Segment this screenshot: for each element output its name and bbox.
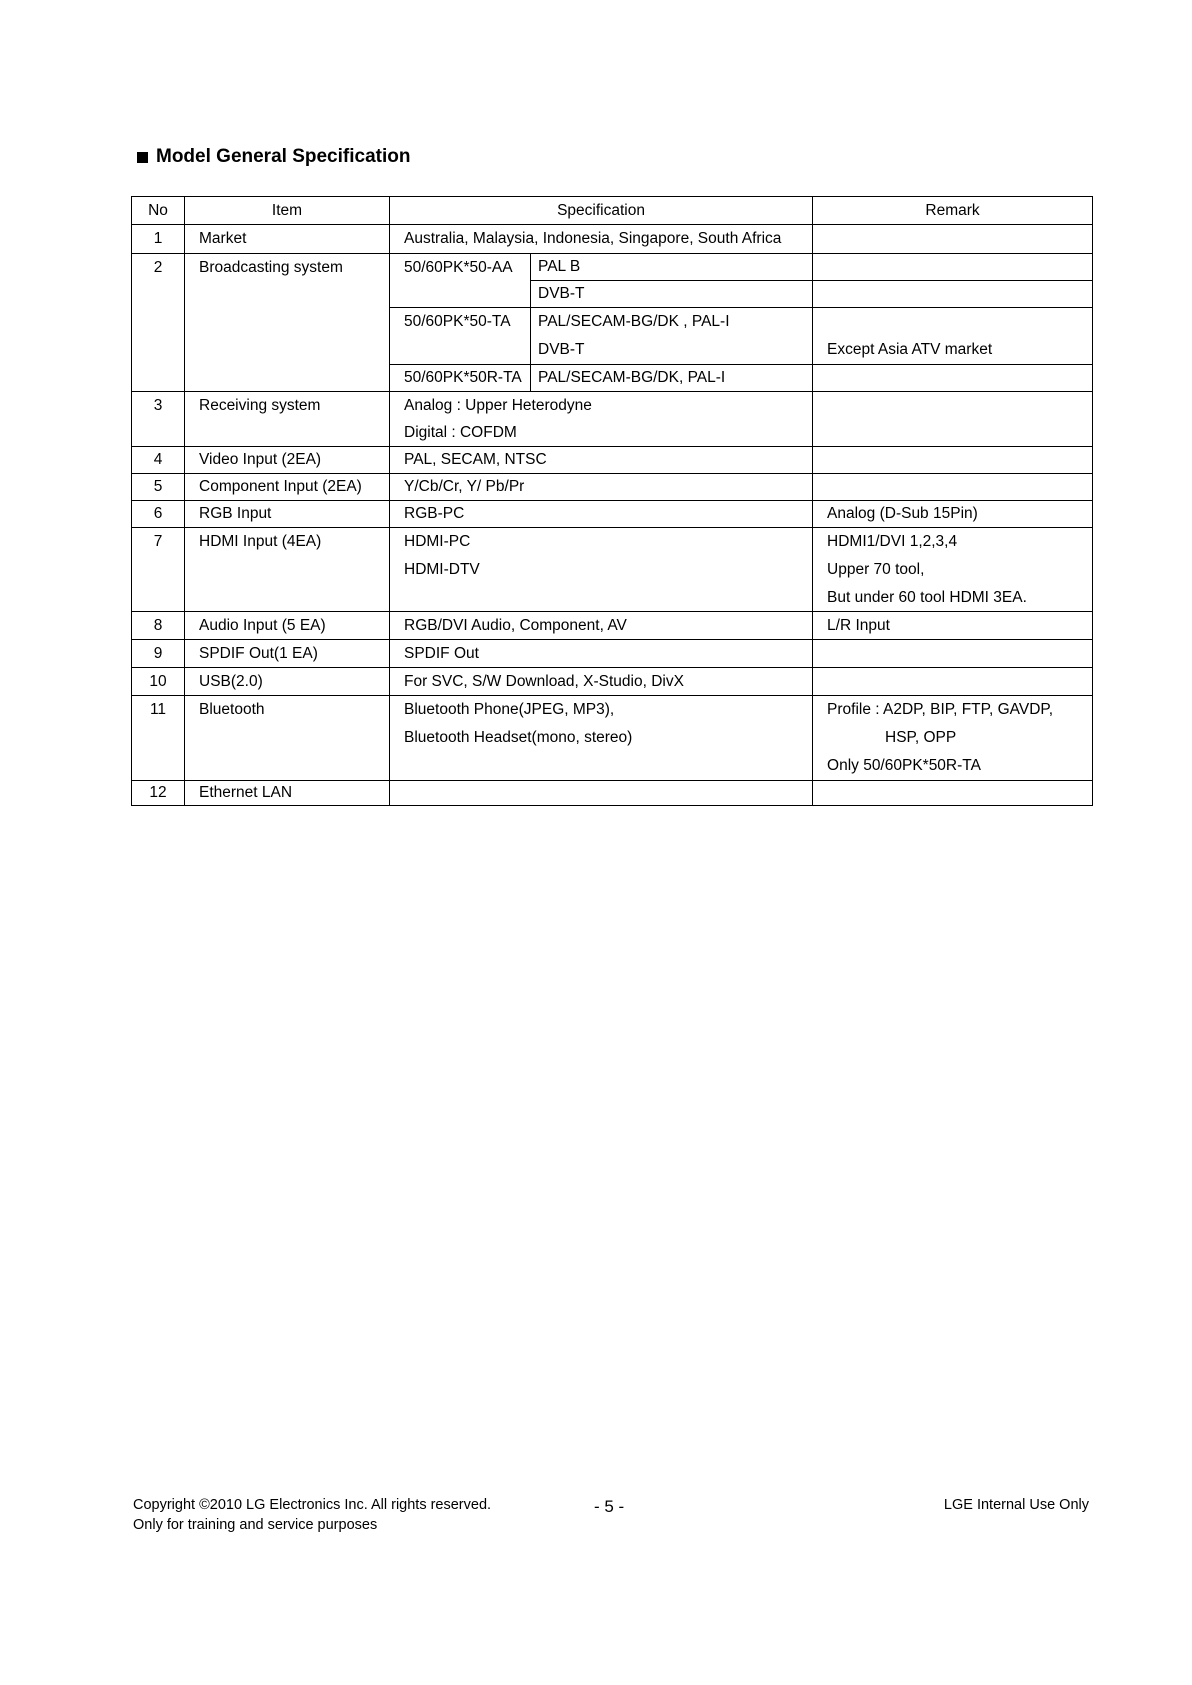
row-remark: HSP, OPP (885, 729, 957, 746)
row-item: Bluetooth (199, 701, 265, 718)
row-item: Ethernet LAN (199, 784, 293, 801)
row-remark (827, 392, 1092, 420)
row-remark (827, 640, 1092, 667)
row-remark (827, 225, 1092, 253)
table-row (132, 225, 1093, 254)
table-row (132, 501, 1093, 528)
row-item: USB(2.0) (199, 673, 263, 690)
row-remark (827, 254, 1092, 280)
model-code: 50/60PK*50R-TA (404, 369, 522, 386)
row-remark (827, 447, 1092, 473)
table-row (132, 474, 1093, 501)
row-spec: Bluetooth Headset(mono, stereo) (404, 729, 633, 746)
header-specification: Specification (390, 197, 813, 225)
row-spec (404, 781, 812, 805)
table-row (132, 781, 1093, 806)
row-spec: Digital : COFDM (404, 424, 517, 441)
table-row (132, 612, 1093, 640)
table-row (132, 696, 1093, 781)
row-spec: PAL, SECAM, NTSC (404, 451, 547, 468)
row-spec: HDMI-DTV (404, 561, 480, 578)
model-code: 50/60PK*50-TA (404, 313, 511, 330)
row-spec: PAL B (538, 258, 581, 275)
row-spec: Y/Cb/Cr, Y/ Pb/Pr (404, 478, 525, 495)
row-remark (827, 781, 1092, 805)
table-row (132, 254, 1093, 281)
row-spec: Bluetooth Phone(JPEG, MP3), (404, 701, 615, 718)
row-remark (827, 365, 1092, 391)
row-remark: HDMI1/DVI 1,2,3,4 (827, 533, 958, 550)
row-item: Audio Input (5 EA) (199, 617, 326, 634)
row-no: 11 (149, 701, 167, 718)
square-bullet-icon (137, 152, 148, 163)
row-no: 4 (153, 451, 163, 468)
footer-left (133, 1495, 491, 1535)
row-item: RGB Input (199, 505, 272, 522)
row-spec: PAL/SECAM-BG/DK , PAL-I (538, 313, 730, 330)
table-row (132, 668, 1093, 696)
footer-internal: LGE Internal Use Only (943, 1497, 1089, 1513)
spec-table (131, 196, 1093, 806)
row-remark: Profile : A2DP, BIP, FTP, GAVDP, (827, 701, 1054, 718)
row-no: 12 (149, 784, 167, 801)
row-spec: RGB-PC (404, 505, 465, 522)
row-remark: L/R Input (827, 617, 890, 634)
row-no: 10 (149, 673, 167, 690)
header-item: Item (185, 197, 390, 225)
row-no: 6 (153, 505, 163, 522)
row-remark (827, 281, 1092, 307)
header-remark: Remark (813, 197, 1093, 225)
row-spec: DVB-T (538, 285, 585, 302)
row-remark: Analog (D-Sub 15Pin) (827, 505, 978, 522)
row-remark (827, 668, 1092, 695)
row-no: 5 (153, 478, 163, 495)
table-header-row (132, 197, 1093, 225)
row-spec: For SVC, S/W Download, X-Studio, DivX (404, 673, 684, 690)
row-item: Receiving system (199, 397, 321, 414)
row-item: Broadcasting system (199, 259, 343, 276)
row-no: 9 (153, 645, 163, 662)
row-item: HDMI Input (4EA) (199, 533, 322, 550)
row-spec: PAL/SECAM-BG/DK, PAL-I (538, 369, 726, 386)
header-no: No (132, 197, 185, 225)
footer-purpose: Only for training and service purposes (133, 1517, 378, 1533)
row-remark: Upper 70 tool, (827, 561, 925, 578)
row-spec: Australia, Malaysia, Indonesia, Singapore, South Africa (404, 230, 782, 247)
row-no: 7 (153, 533, 163, 550)
row-remark: Except Asia ATV market (827, 341, 993, 358)
row-remark: Only 50/60PK*50R-TA (827, 757, 981, 774)
row-no: 2 (153, 259, 163, 276)
row-no: 3 (153, 397, 163, 414)
page-title (137, 146, 410, 168)
table-row (132, 392, 1093, 447)
table-row (132, 640, 1093, 668)
row-spec: SPDIF Out (404, 645, 479, 662)
model-code: 50/60PK*50-AA (404, 259, 513, 276)
row-spec: RGB/DVI Audio, Component, AV (404, 617, 627, 634)
row-item: SPDIF Out(1 EA) (199, 645, 318, 662)
page-number: - 5 - (594, 1497, 625, 1516)
table-row (132, 447, 1093, 474)
row-item: Video Input (2EA) (199, 451, 322, 468)
row-item: Component Input (2EA) (199, 478, 362, 495)
row-item: Market (199, 230, 247, 247)
row-spec: HDMI-PC (404, 533, 471, 550)
row-no: 1 (153, 230, 163, 247)
footer-copyright: Copyright ©2010 LG Electronics Inc. All rights reserved. (133, 1497, 492, 1513)
table-row (132, 528, 1093, 612)
row-spec: Analog : Upper Heterodyne (404, 397, 592, 414)
page-title-text: Model General Specification (156, 146, 411, 167)
row-remark: But under 60 tool HDMI 3EA. (827, 589, 1027, 606)
row-no: 8 (153, 617, 163, 634)
row-spec: DVB-T (538, 341, 585, 358)
row-remark (827, 474, 1092, 500)
